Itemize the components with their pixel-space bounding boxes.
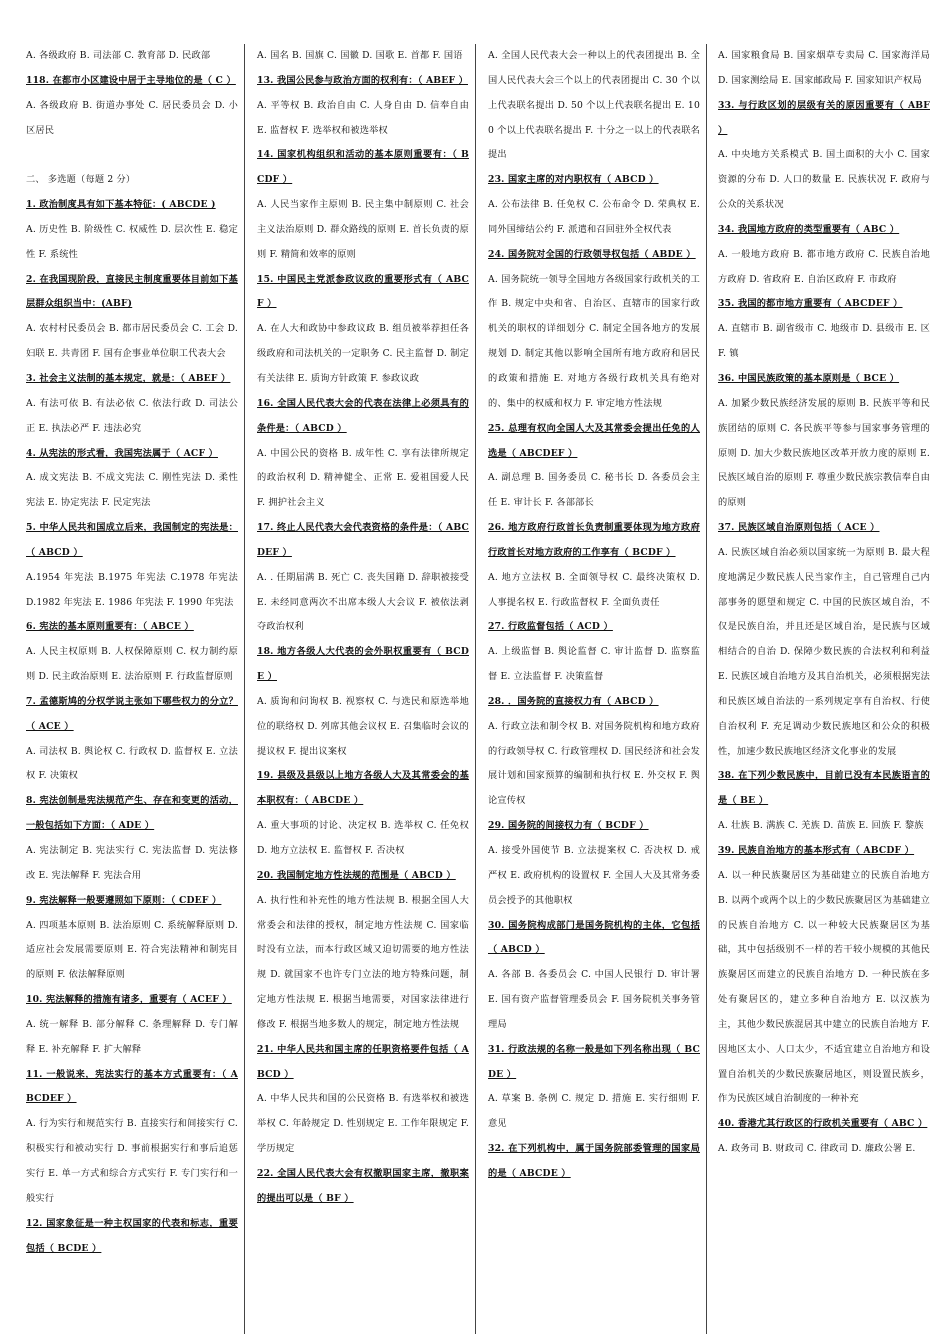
- question-stem: 2. 在我国现阶段，直接民主制度重要体目前如下基层群众组织当中：(ABF): [26, 273, 238, 310]
- answer-options: A. 接受外国使节 B. 立法提案权 C. 否决权 D. 戒严权 E. 政府机构的设置权 F. 全国人大及其常务委员会授予的其他职权: [488, 845, 700, 906]
- answer-options: A. 直辖市 B. 副省级市 C. 地级市 D. 县级市 E. 区 F. 镇: [718, 323, 930, 360]
- answer-options: A. 平等权 B. 政治自由 C. 人身自由 D. 信奉自由 E. 监督权 F. 选举权和被选举权: [257, 99, 469, 136]
- answer-options: A. 成文宪法 B. 不成文宪法 C. 刚性宪法 D. 柔性宪法 E. 协定宪法 F. 民定宪法: [26, 472, 238, 509]
- answer-options: A. 行为实行和规范实行 B. 直接实行和间接实行 C. 积极实行和被动实行 D. 事前根据实行和事后追惩实行 E. 单一方式和综合方式实行 F. 专门实行和一般实行: [26, 1118, 238, 1204]
- answer-options: A. 各级政府 B. 司法部 C. 教育部 D. 民政部: [26, 50, 211, 61]
- answer-options: A. 国务院统一领导全国地方各级国家行政机关的工作 B. 规定中央和省、自治区、直辖市的国家行政机关的职权的详细划分 C. 制定全国各地方的发展规划 D. 制定其他以影响全国所有地方政府和居民的政策和措施 E. 对地方各级行政机关具有绝对的、集中的权威和权力 F. 审定地方性法规: [488, 273, 700, 409]
- question-stem: 12. 国家象征是一种主权国家的代表和标志，重要包括（ BCDE ）: [26, 1217, 238, 1254]
- answer-options: A. 重大事项的讨论、决定权 B. 选举权 C. 任免权 D. 地方立法权 E. 监督权 F. 否决权: [257, 820, 469, 856]
- document-page: [18, 44, 932, 1334]
- answer-options: A. 地方立法权 B. 全面领导权 C. 最终决策权 D. 人事提名权 E. 行政监督权 F. 全面负责任: [488, 571, 700, 608]
- question-stem: 14. 国家机构组织和活动的基本原则重要有：（ BCDF ）: [257, 149, 469, 186]
- question-stem: 38. 在下列少数民族中，目前已没有本民族语言的是（ BE ）: [718, 770, 930, 807]
- column-3: [488, 44, 700, 1187]
- question-stem: 36. 中国民族政策的基本原则是（ BCE ）: [718, 372, 900, 384]
- answer-options: A. 政务司 B. 财政司 C. 律政司 D. 廉政公署 E.: [718, 1143, 916, 1155]
- question-stem: 27. 行政监督包括（ ACD ）: [488, 621, 613, 633]
- question-stem: 8. 宪法创制是宪法规范产生、存在和变更的活动，一般包括如下方面：（ ADE ）: [26, 795, 238, 832]
- answer-options: A. 人民主权原则 B. 人权保障原则 C. 权力制约原则 D. 民主政治原则 E. 法治原则 F. 行政监督原则: [26, 646, 238, 683]
- question-stem: 7. 孟德斯鸠的分权学说主张如下哪些权力的分立？（ ACE ）: [26, 695, 238, 732]
- question-stem: 35. 我国的都市地方重要有（ ABCDEF ）: [718, 298, 903, 310]
- question-stem: 21. 中华人民共和国主席的任职资格要件包括（ ABCD ）: [257, 1043, 469, 1080]
- question-stem: 33. 与行政区划的层级有关的原因重要有（ ABF ）: [718, 99, 930, 136]
- question-stem: 29. 国务院的间接权力有（ BCDF ）: [488, 820, 649, 832]
- answer-options: A. 加紧少数民族经济发展的原则 B. 民族平等和民族团结的原则 C. 各民族平等参与国家事务管理的原则 D. 加大少数民族地区改革开放力度的原则 E. 民族区域自治的原则 F. 尊重少数民族宗教信奉自由的原则: [718, 397, 930, 509]
- question-stem: 5. 中华人民共和国成立后来，我国制定的宪法是：（ ABCD ）: [26, 522, 238, 558]
- answer-options: A. 宪法制定 B. 宪法实行 C. 宪法监督 D. 宪法修改 E. 宪法解释 F. 宪法合用: [26, 845, 238, 881]
- answer-options: A. 执行性和补充性的地方性法规 B. 根据全国人大常委会和法律的授权，制定地方性法规 C. 国家临时没有立法，而本行政区域又迫切需要的地方性法规 D. 就国家不也许专门立法的地方特殊问题，制定地方性法规 E. 根据当地需要，对国家法律进行修改 F. 根据当地多数人的规定，制定地方性法规: [257, 894, 469, 1030]
- question-stem: 118. 在都市小区建设中居于主导地位的是（ C ）: [26, 74, 236, 86]
- answer-options: A. 壮族 B. 满族 C. 羌族 D. 苗族 E. 回族 F. 黎族: [718, 820, 924, 832]
- answer-options: A. 农村村民委员会 B. 都市居民委员会 C. 工会 D. 妇联 E. 共青团 F. 国有企事业单位职工代表大会: [26, 323, 238, 360]
- question-stem: 9. 宪法解释一般要遵照如下原则：（ CDEF ）: [26, 894, 222, 906]
- answer-options: A. 司法权 B. 舆论权 C. 行政权 D. 监督权 E. 立法权 F. 决策权: [26, 745, 238, 782]
- answer-options: A.1954 年宪法 B.1975 年宪法 C.1978 年宪法 D.1982 年宪法 E. 1986 年宪法 F. 1990 年宪法: [26, 571, 238, 608]
- answer-options: A. 中央地方关系模式 B. 国土面积的大小 C. 国家资源的分布 D. 人口的数量 E. 民族状况 F. 政府与公众的关系状况: [718, 149, 930, 211]
- answer-options: A. 各部 B. 各委员会 C. 中国人民银行 D. 审计署 E. 国有资产监督管理委员会 F. 国务院机关事务管理局: [488, 969, 700, 1030]
- question-stem: 1. 政治制度具有如下基本特征：( ABCDE ): [26, 199, 216, 211]
- question-stem: 3. 社会主义法制的基本规定，就是：（ ABEF ）: [26, 372, 231, 384]
- answer-options: A. 行政立法和制令权 B. 对国务院机构和地方政府的行政领导权 C. 行政管理权 D. 国民经济和社会发展计划和国家预算的编制和执行权 E. 外交权 F. 舆论宣传权: [488, 720, 700, 807]
- question-stem: 37. 民族区域自治原则包括（ ACE ）: [718, 522, 880, 534]
- answer-options: A. 人民当家作主原则 B. 民主集中制原则 C. 社会主义法治原则 D. 群众路线的原则 E. 首长负责的原则 F. 精简和效率的原则: [257, 199, 469, 260]
- question-stem: 20. 我国制定地方性法规的范围是（ ABCD ）: [257, 869, 456, 881]
- answer-options: A. 中华人民共和国的公民资格 B. 有选举权和被选举权 C. 年龄规定 D. 性别规定 E. 工作年限规定 F. 学历规定: [257, 1093, 469, 1155]
- answer-options: A. 上级监督 B. 舆论监督 C. 审计监督 D. 监察监督 E. 立法监督 F. 决策监督: [488, 646, 700, 683]
- answer-options: A. 全国人民代表大会一种以上的代表团提出 B. 全国人民代表大会三个以上的代表团提出 C. 30 个以上代表联名提出 D. 50 个以上代表联名提出 E. 100 个以上代表联名提出 F. 十分之一以上的代表联名提出: [488, 50, 700, 161]
- answer-options: A. 国家粮食局 B. 国家烟草专卖局 C. 国家海洋局 D. 国家测绘局 E. 国家邮政局 F. 国家知识产权局: [718, 50, 930, 86]
- question-stem: 24. 国务院对全国的行政领导权包括（ ABDE ）: [488, 248, 696, 260]
- column-1: [26, 44, 238, 1261]
- answer-options: A. 历史性 B. 阶级性 C. 权威性 D. 层次性 E. 稳定性 F. 系统性: [26, 223, 238, 260]
- question-stem: 11. 一般说来，宪法实行的基本方式重要有：（ ABCDEF ）: [26, 1068, 238, 1105]
- answer-options: A. 以一种民族聚居区为基础建立的民族自治地方 B. 以两个或两个以上的少数民族聚居区为基础建立的民族自治地方 C. 以一种较大民族聚居区为基础，其中包括级别不一样的若干较小规模的其他民族聚居区而建立的民族自治地方 D. 一种民族在多处有聚居区的，建立多种自治地方 E. 以汉族为主，其他少数民族混居其中建立的民族自治地方 F. 因地区太小、人口太少，不适宜建立自治地方和设置自治机关的少数民族聚居地区，则设置民族乡，作为民族区域自治制度的一种补充: [718, 869, 930, 1105]
- question-stem: 30. 国务院构成部门是国务院机构的主体，它包括（ ABCD ）: [488, 919, 700, 956]
- answer-options: A. 中国公民的资格 B. 成年性 C. 享有法律所规定的政治权利 D. 精神健全、正常 E. 爱祖国爱人民 F. 拥护社会主义: [257, 447, 469, 509]
- answer-options: A. . 任期届满 B. 死亡 C. 丧失国籍 D. 辞职被接受 E. 未经同意两次不出席本级人大会议 F. 被依法剥夺政治权利: [257, 571, 469, 633]
- question-stem: 32. 在下列机构中，属于国务院部委管理的国家局的是（ ABCDE ）: [488, 1143, 700, 1179]
- question-stem: 10. 宪法解释的措施有诸多，重要有（ ACEF ）: [26, 994, 232, 1006]
- answer-options: A. 在人大和政协中参政议政 B. 组员被举荐担任各级政府和司法机关的一定职务 C. 民主监督 D. 制定有关法律 E. 质询方针政策 F. 参政议政: [257, 323, 469, 384]
- question-stem: 34. 我国地方政府的类型重要有（ ABC ）: [718, 223, 900, 235]
- question-stem: 23. 国家主席的对内职权有（ ABCD ）: [488, 174, 659, 186]
- answer-options: A. 副总理 B. 国务委员 C. 秘书长 D. 各委员会主任 E. 审计长 F. 各部部长: [488, 472, 700, 509]
- question-stem: 17. 终止人民代表大会代表资格的条件是：（ ABCDEF ）: [257, 522, 469, 558]
- spacer: [26, 143, 238, 168]
- answer-options: A. 有法可依 B. 有法必依 C. 依法行政 D. 司法公正 E. 执法必严 F. 违法必究: [26, 397, 238, 434]
- question-stem: 25. 总理有权向全国人大及其常委会提出任免的人选是（ ABCDEF ）: [488, 422, 700, 459]
- answer-options: A. 民族区域自治必须以国家统一为原则 B. 最大程度地满足少数民族人民当家作主，自己管理自己内部事务的愿望和规定 C. 中国的民族区域自治，不仅是民族自治，并且还是区域自治，是民族与区域相结合的自治 D. 保障少数民族的合法权利和利益 E. 民族区域自治地方及其自治机关，必须根据宪法和民族区域自治法的一系列规定享有自治权、行使自治权利 F. 充足调动少数民族地区和公众的积极性，加速少数民族地区经济文化事业的发展: [718, 546, 930, 757]
- question-stem: 22. 全国人民代表大会有权撤职国家主席，撤职案的提出可以是（ BF ）: [257, 1167, 469, 1204]
- answer-options: A. 四项基本原则 B. 法治原则 C. 系统解释原则 D. 适应社会发展需要原则 E. 符合宪法精神和制宪目的原则 F. 依法解释原则: [26, 919, 238, 981]
- column-2: [257, 44, 469, 1212]
- answer-options: A. 草案 B. 条例 C. 规定 D. 措施 E. 实行细则 F. 意见: [488, 1093, 700, 1130]
- answer-options: A. 国名 B. 国旗 C. 国徽 D. 国歌 E. 首都 F. 国语: [257, 50, 463, 61]
- column-4: [718, 44, 930, 1162]
- question-stem: 28. ．国务院的直接权力有（ ABCD ）: [488, 695, 659, 707]
- question-stem: 26. 地方政府行政首长负责制重要体现为地方政府行政首长对地方政府的工作享有（ BCDF ）: [488, 522, 700, 558]
- question-stem: 40. 香港尤其行政区的行政机关重要有（ ABC ）: [718, 1118, 928, 1130]
- section-heading: 二、 多选题（每题 2 分）: [26, 174, 136, 186]
- answer-options: A. 各级政府 B. 街道办事处 C. 居民委员会 D. 小区居民: [26, 99, 238, 136]
- question-stem: 15. 中国民主党派参政议政的重要形式有（ ABCF ）: [257, 273, 469, 310]
- answer-options: A. 统一解释 B. 部分解释 C. 条理解释 D. 专门解释 E. 补充解释 F. 扩大解释: [26, 1018, 238, 1055]
- question-stem: 39. 民族自治地方的基本形式有（ ABCDF ）: [718, 845, 915, 856]
- question-stem: 4. 从宪法的形式看，我国宪法属于（ ACF ）: [26, 447, 218, 459]
- question-stem: 6. 宪法的基本原则重要有：（ ABCE ）: [26, 621, 194, 633]
- answer-options: A. 一般地方政府 B. 都市地方政府 C. 民族自治地方政府 D. 省政府 E. 自治区政府 F. 市政府: [718, 248, 930, 285]
- answer-options: A. 公布法律 B. 任免权 C. 公布命令 D. 荣典权 E. 同外国缔结公约 F. 派遣和召回驻外全权代表: [488, 199, 700, 235]
- question-stem: 19. 县级及县级以上地方各级人大及其常委会的基本职权有：（ ABCDE ）: [257, 770, 469, 807]
- question-stem: 18. 地方各级人大代表的会外职权重要有（ BCDE ）: [257, 646, 469, 683]
- question-stem: 31. 行政法规的名称一般是如下列名称出现（ BCDE ）: [488, 1043, 700, 1080]
- answer-options: A. 质询和问询权 B. 视察权 C. 与选民和原选举地位的联络权 D. 列席其他会议权 E. 召集临时会议的提议权 F. 提出议案权: [257, 695, 469, 757]
- question-stem: 13. 我国公民参与政治方面的权利有：（ ABEF ）: [257, 74, 468, 86]
- question-stem: 16. 全国人民代表大会的代表在法律上必须具有的条件是：（ ABCD ）: [257, 397, 469, 434]
